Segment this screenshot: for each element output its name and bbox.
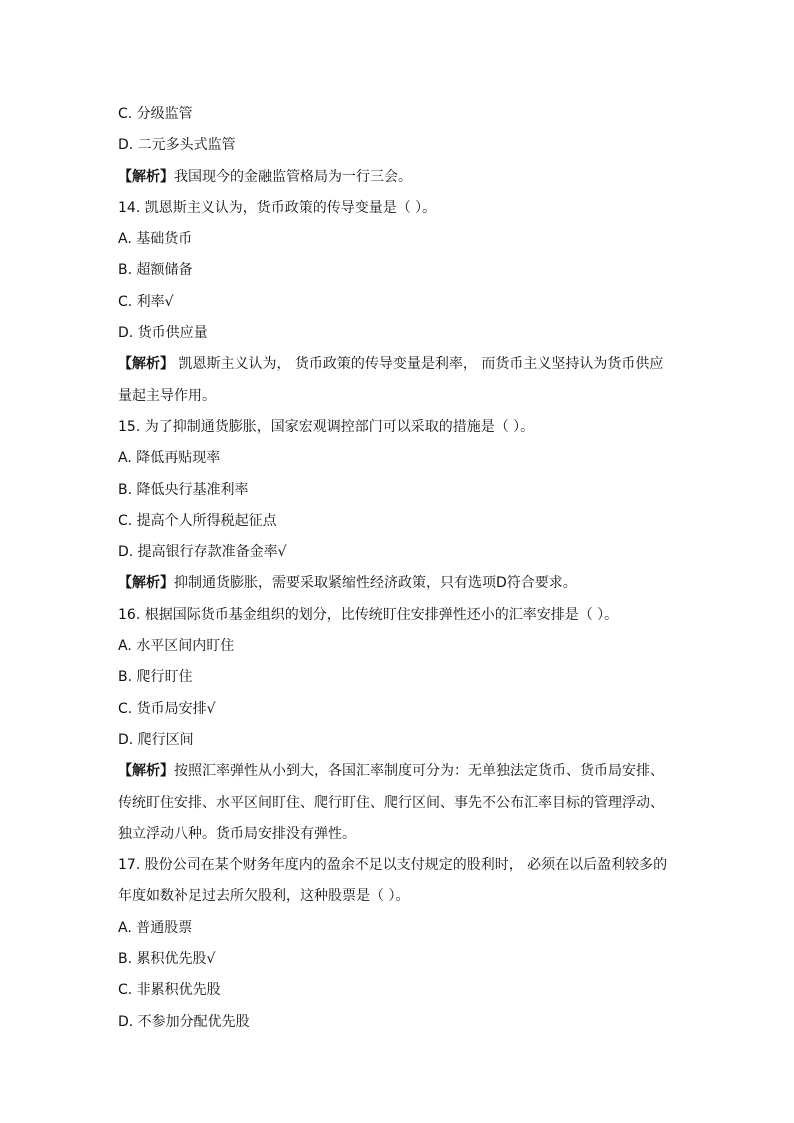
option-line <box>118 631 686 662</box>
analysis-text: 抑制通货膨胀，需要采取紧缩性经济政策，只有选项D符合要求。 <box>174 575 577 592</box>
question-line <box>118 412 686 443</box>
option-text: D. 爬行区间 <box>118 731 194 748</box>
question-text: 15. 为了抑制通货膨胀，国家宏观调控部门可以采取的措施是（ ）。 <box>118 418 535 435</box>
option-line <box>118 287 686 318</box>
analysis-label: 【解析】 <box>118 356 174 373</box>
option-line <box>118 255 686 286</box>
option-line <box>118 99 686 130</box>
question-continuation <box>118 881 686 912</box>
analysis-text: 量起主导作用。 <box>118 387 216 404</box>
analysis-label: 【解析】 <box>118 575 174 592</box>
analysis-line <box>118 162 686 193</box>
analysis-text: 我国现今的金融监管格局为一行三会。 <box>174 168 412 185</box>
option-text: C. 非累积优先股 <box>118 982 221 999</box>
question-text: 年度如数补足过去所欠股利，这种股票是（ ）。 <box>118 888 410 905</box>
analysis-continuation <box>118 788 686 819</box>
option-text: A. 基础货币 <box>118 231 193 248</box>
option-line <box>118 537 686 568</box>
option-text: C. 货币局安排√ <box>118 700 216 717</box>
question-text: 16. 根据国际货币基金组织的划分，比传统盯住安排弹性还小的汇率安排是（ ）。 <box>118 606 619 623</box>
analysis-continuation <box>118 381 686 412</box>
option-line <box>118 975 686 1006</box>
question-line <box>118 850 686 881</box>
analysis-text: 按照汇率弹性从小到大，各国汇率制度可分为：无单独法定货币、货币局安排、 <box>174 763 664 780</box>
analysis-line <box>118 349 686 380</box>
option-text: A. 水平区间内盯住 <box>118 638 235 655</box>
option-text: D. 不参加分配优先股 <box>118 1013 250 1030</box>
option-line <box>118 506 686 537</box>
option-line <box>118 224 686 255</box>
option-text: D. 货币供应量 <box>118 325 208 342</box>
option-line <box>118 318 686 349</box>
analysis-text: 传统盯住安排、水平区间盯住、爬行盯住、爬行区间、事先不公布汇率目标的管理浮动、 <box>118 794 664 811</box>
question-text: 17. 股份公司在某个财务年度内的盈余不足以支付规定的股利时， 必须在以后盈利较多的 <box>118 857 668 874</box>
option-text: A. 普通股票 <box>118 919 193 936</box>
option-line <box>118 130 686 161</box>
option-line <box>118 944 686 975</box>
analysis-continuation <box>118 819 686 850</box>
option-line <box>118 475 686 506</box>
analysis-line <box>118 756 686 787</box>
question-text: 14. 凯恩斯主义认为，货币政策的传导变量是（ ）。 <box>118 199 437 216</box>
option-text: D. 提高银行存款准备金率√ <box>118 544 287 561</box>
option-text: D. 二元多头式监管 <box>118 137 236 154</box>
option-line <box>118 913 686 944</box>
document-content <box>118 99 686 1038</box>
question-line <box>118 193 686 224</box>
option-line <box>118 662 686 693</box>
option-text: A. 降低再贴现率 <box>118 450 221 467</box>
option-text: C. 利率√ <box>118 293 174 310</box>
analysis-label: 【解析】 <box>118 763 174 780</box>
option-text: C. 分级监管 <box>118 106 193 122</box>
question-line <box>118 600 686 631</box>
analysis-text: 凯恩斯主义认为， 货币政策的传导变量是利率， 而货币主义坚持认为货币供应 <box>174 356 664 373</box>
option-line <box>118 443 686 474</box>
option-text: B. 爬行盯住 <box>118 669 193 686</box>
analysis-line <box>118 568 686 599</box>
option-text: B. 累积优先股√ <box>118 951 216 968</box>
option-line <box>118 694 686 725</box>
option-text: B. 降低央行基准利率 <box>118 481 249 498</box>
option-line <box>118 725 686 756</box>
analysis-label: 【解析】 <box>118 168 174 185</box>
option-line <box>118 1007 686 1038</box>
option-text: C. 提高个人所得税起征点 <box>118 512 277 529</box>
analysis-text: 独立浮动八种。货币局安排没有弹性。 <box>118 825 356 842</box>
option-text: B. 超额储备 <box>118 262 193 279</box>
